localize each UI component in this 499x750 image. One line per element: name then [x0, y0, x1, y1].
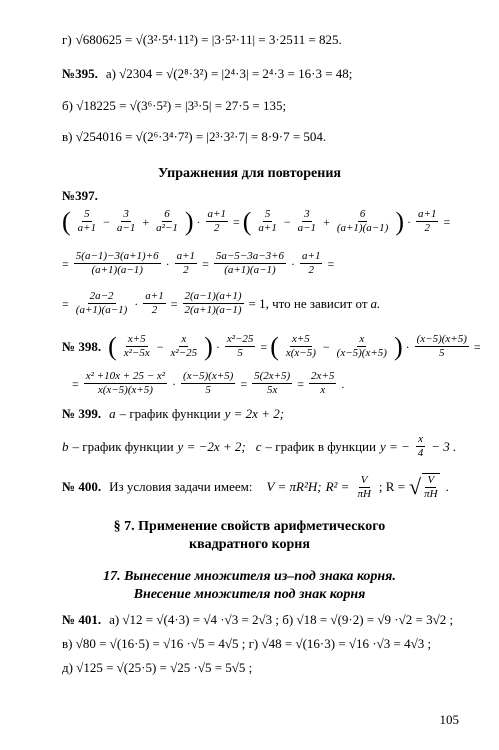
problem-397-row3: = $\frac{2a-2}{(a+1)(a-1)}$ · $\frac{a+1}{2}$ = $\frac{2(a-1)(a+1)}{2(a+1)(a-1)}$ = 1, что не зависит от a. [62, 290, 381, 316]
problem-397-number: №397. [62, 188, 98, 203]
problem-395-v-expression: в) √254016 = √(2⁶·3⁴·7²) = |2³·3²·7| = 8·9·7 = 504. [62, 129, 327, 144]
problem-395-b-expression: б) √18225 = √(3⁶·5²) = |3³·5| = 27·5 = 135; [62, 98, 287, 113]
problem-401-line2: в) √80 = √(16·5) = √16 ·√5 = 4√5 ; г) √48 = √(16·3) = √16 ·√3 = 4√3 ; [62, 636, 432, 651]
section-7-title-line1: § 7. Применение свойств арифметического [113, 519, 386, 534]
problem-400: № 400. Из условия задачи имеем: V = πR²H; R² = $\frac{V}{\pi H}$ ; R = √ $\frac{V}{\pi H}$ . [62, 473, 449, 500]
problem-395-v [62, 128, 477, 146]
line-g [62, 31, 477, 49]
problem-395-a-expression: а) √2304 = √(2⁸·3²) = |2⁴·3| = 2⁴·3 = 16·3 = 48; [105, 66, 353, 81]
problem-401-line1: № 401. а) √12 = √(4·3) = √4 ·√3 = 2√3 ; б) √18 = √(9·2) = √9 ·√2 = 3√2 ; [62, 612, 454, 627]
problem-398-row1: № 398. ( $\frac{x+5}{\text{x²−5x}}$ − $\frac{x}{\text{x²−25}}$ ) · $\frac{\text{x²−25}}{5}$ = ( $\frac{x+5}{x(x-5)}$ − $\frac{x}{(x-5)(x+5)}$ ) · $\frac{(x-5)(x+5)}{5}$ = [62, 331, 481, 361]
problem-400-number: № 400. [62, 479, 102, 494]
problem-395-a [62, 65, 477, 83]
problem-397-number-line [62, 187, 477, 205]
problem-395-b [62, 97, 477, 115]
sqrt-sign: √ [409, 474, 422, 499]
section-repeat-heading: Упражнения для повторения [158, 166, 341, 181]
problem-397-row2: = $\frac{5(a-1)-3(a+1)+6}{(a+1)(a-1)}$ · $\frac{a+1}{2}$ = $\frac{5a-5-3a-3+6}{(a+1)(a-1)}$ · $\frac{a+1}{2}$ = [62, 250, 335, 276]
section-7-title-line2: квадратного корня [189, 537, 310, 552]
problem-399-number: № 399. [62, 406, 102, 421]
subsection-17-title-line1: 17. Вынесение множителя из–под знака корня. [103, 569, 396, 584]
subsection-17-title-line2: Внесение множителя под знак корня [133, 587, 366, 602]
problem-398-row2: = $\frac{\text{x² +10x + 25 − x²}}{x(x-5)(x+5)}$ · $\frac{(x-5)(x+5)}{5}$ = $\frac{5(2x+5)}{5x}$ = $\frac{2x+5}{x}$ . [72, 370, 345, 396]
problem-401-number: № 401. [62, 612, 102, 627]
problem-398-number: № 398. [62, 338, 102, 354]
problem-399-bc: b – график функции y = −2x + 2; c – график в функции y = − $\frac{x}{4}$ − 3 . [62, 433, 457, 459]
problem-397-conclusion: = 1, что не зависит от [248, 295, 368, 311]
problem-395-number: №395. [62, 66, 98, 81]
page-number: 105 [439, 712, 459, 727]
problem-399-a: № 399. a – график функции y = 2x + 2; [62, 406, 285, 421]
problem-397-row1: ( $\frac{5}{a+1}$ − $\frac{3}{a-1}$ + $\frac{6}{\text{a²−1}}$ ) · $\frac{a+1}{2}$ = ( $\frac{5}{a+1}$ − $\frac{3}{a-1}$ + $\frac{6}{(a+1)(a-1)}$ ) · $\frac{a+1}{2}$ = [62, 206, 451, 236]
g-expression: √680625 = √(3²·5⁴·11²) = |3·5²·11| = 3·2511 = 825. [75, 32, 342, 47]
g-label: г) [62, 32, 72, 47]
problem-401-line3: д) √125 = √(25·5) = √25 ·√5 = 5√5 ; [62, 660, 253, 675]
frac: $\frac{5}{a+1}$ [77, 208, 97, 234]
